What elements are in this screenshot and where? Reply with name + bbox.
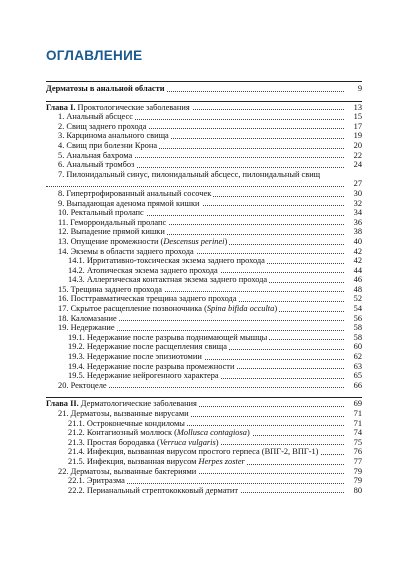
toc-entry-text: 12. Выпадение прямой кишки — [46, 227, 167, 236]
toc-entry-c1-14-2[interactable] — [46, 266, 362, 276]
toc-entry-page: 75 — [346, 438, 362, 448]
toc-entry-page: 79 — [346, 476, 362, 486]
toc-entry-text: 7. Пилонидальный синус, пилонидальный абсцесс, пилонидальный свищ — [58, 169, 321, 179]
toc-entry-text: 21. Дерматозы, вызванные вирусами — [46, 409, 191, 418]
toc-entry-page: 42 — [346, 256, 362, 266]
page-title: ОГЛАВЛЕНИЕ — [46, 48, 143, 63]
toc-entry-text: 15. Трещина заднего прохода — [46, 285, 164, 294]
toc-entry-text: 1. Анальный абсцесс — [46, 112, 135, 121]
toc-entry-text: 19.4. Недержание после разрыва промежности — [46, 362, 236, 371]
toc-entry-c1-4[interactable] — [46, 141, 362, 151]
toc-entry-text: 22.1. Эритразма — [46, 476, 127, 485]
toc-entry-c1-19-5[interactable] — [46, 371, 362, 381]
toc-entry-c1-12[interactable] — [46, 227, 362, 237]
toc-entry-text: 11. Геморроидальный пролапс — [46, 218, 168, 227]
toc-entry-text: 14.1. Ирритативно-токсическая экзема заднего прохода — [46, 256, 267, 265]
toc-entry-page: 77 — [346, 457, 362, 467]
toc-entry-c2-21-4[interactable] — [46, 447, 362, 457]
toc-entry-text: 6. Анальный тромбоз — [46, 160, 136, 169]
toc-entry-c1-14-3[interactable] — [46, 275, 362, 285]
toc-entry-page: 36 — [346, 218, 362, 228]
toc-entry-c1-2[interactable] — [46, 122, 362, 132]
leader-dots — [46, 185, 344, 187]
toc-entry-c1-3[interactable] — [46, 131, 362, 141]
toc-entry-c1-8[interactable] — [46, 189, 362, 199]
toc-entry-c1-14[interactable] — [46, 247, 362, 257]
toc-entry-c1-19-4[interactable] — [46, 362, 362, 372]
chapter-divider — [46, 101, 362, 102]
toc-entry-page: 40 — [346, 237, 362, 247]
toc-entry-page: 38 — [346, 227, 362, 237]
toc-entry-text: 20. Ректоцеле — [46, 381, 109, 390]
toc-entry-text: 21.1. Остроконечные кондиломы — [46, 419, 187, 428]
toc-entry-page: 71 — [346, 409, 362, 419]
toc-entry-c1-10[interactable] — [46, 208, 362, 218]
toc-entry-text: 21.2. Контагиозный моллюск (Mollusca contagiosa) — [46, 428, 252, 437]
toc-entry-page: 74 — [346, 428, 362, 438]
toc-entry-c1-20[interactable] — [46, 381, 362, 391]
toc-entry-page: 19 — [346, 131, 362, 141]
toc-entry-page: 13 — [346, 103, 362, 113]
toc-entry-c1-13[interactable] — [46, 237, 362, 247]
toc-entry-page: 27 — [346, 179, 362, 189]
toc-chapter-2[interactable] — [46, 399, 362, 409]
toc-entry-page: 52 — [346, 294, 362, 304]
toc-entry-page: 20 — [346, 141, 362, 151]
chapter-title: Дерматологические заболевания — [78, 399, 197, 409]
toc-entry-c2-21-3[interactable] — [46, 438, 362, 448]
toc-entry-c1-19-1[interactable] — [46, 333, 362, 343]
chapter-2-entries — [46, 409, 362, 495]
toc-entry-c1-16[interactable] — [46, 294, 362, 304]
chapter-title: Проктологические заболевания — [75, 102, 190, 112]
chapter-1-entries — [46, 112, 362, 390]
toc-entry-text: 21.5. Инфекция, вызванная вирусом Herpes zoster — [46, 457, 247, 466]
toc-entry-text: 8. Гипертрофированный анальный сосочек — [46, 189, 213, 198]
toc-entry-page: 54 — [346, 304, 362, 314]
toc-entry-page: 44 — [346, 266, 362, 276]
toc-entry-text: 14.2. Атопическая экзема заднего прохода — [46, 266, 220, 275]
toc-entry-text: 22.2. Перианальный стрептококковый дерматит — [46, 486, 240, 495]
toc-entry-page: 46 — [346, 275, 362, 285]
toc-entry-c1-5[interactable] — [46, 151, 362, 161]
toc-entry-text: 19.2. Недержание после расщепления свища — [46, 342, 229, 351]
toc-entry-c2-21-2[interactable] — [46, 428, 362, 438]
toc-entry-page: 58 — [346, 323, 362, 333]
toc-entry-text: 14. Экземы в области заднего прохода — [46, 247, 196, 256]
toc-entry-text: 18. Каломазание — [46, 314, 119, 323]
toc-entry-page: 42 — [346, 247, 362, 257]
chapter-divider — [46, 397, 362, 398]
toc-entry-c2-22-2[interactable] — [46, 486, 362, 496]
toc-entry-c2-21[interactable] — [46, 409, 362, 419]
toc-entry-text: 22. Дерматозы, вызванные бактериями — [46, 467, 198, 476]
toc-entry-text: 19.1. Недержание после разрыва поднимающей мышцы — [46, 333, 269, 342]
toc-entry-text: 21.4. Инфекция, вызванная вирусом простого герпеса (ВПГ-2, ВПГ-1) — [46, 447, 320, 456]
toc-entry-page: 56 — [346, 314, 362, 324]
toc-entry-page: 63 — [346, 362, 362, 372]
toc-entry-text: 19. Недержание — [46, 323, 117, 332]
toc-entry-text: 5. Анальная бахрома — [46, 151, 134, 160]
toc-entry-dermatoses[interactable] — [46, 84, 362, 94]
toc-entry-page: 76 — [346, 447, 362, 457]
toc-entry-text: 2. Свищ заднего прохода — [46, 122, 148, 131]
toc-entry-text: 3. Карцинома анального свища — [46, 131, 171, 140]
toc-entry-c1-14-1[interactable] — [46, 256, 362, 266]
toc-entry-c2-22[interactable] — [46, 467, 362, 477]
toc-entry-page: 71 — [346, 419, 362, 429]
toc-entry-text: 17. Скрытое расщепление позвоночника (Spina bifida occulta) — [46, 304, 279, 313]
toc-entry-c2-21-1[interactable] — [46, 419, 362, 429]
table-of-contents — [46, 82, 362, 495]
toc-entry-text: 19.5. Недержание нейрогенного характера — [46, 371, 221, 380]
chapter-prefix: Глава II. — [46, 399, 79, 409]
toc-entry-page: 24 — [346, 160, 362, 170]
toc-entry-page: 22 — [346, 151, 362, 161]
toc-entry-page: 48 — [346, 285, 362, 295]
toc-entry-c1-9[interactable] — [46, 199, 362, 209]
toc-entry-text: 9. Выпадающая аденома прямой кишки — [46, 199, 202, 208]
toc-entry-text: 10. Ректальный пролапс — [46, 208, 146, 217]
toc-entry-text: Дерматозы в анальной области — [46, 84, 165, 93]
toc-entry-text: 13. Опущение промежности (Descensus perinei) — [46, 237, 229, 246]
toc-entry-c1-19-3[interactable] — [46, 352, 362, 362]
toc-entry-page: 79 — [346, 467, 362, 477]
toc-entry-page: 32 — [346, 199, 362, 209]
toc-entry-text: 4. Свищ при болезни Крона — [46, 141, 159, 150]
toc-entry-c1-18[interactable] — [46, 314, 362, 324]
toc-entry-page: 9 — [346, 84, 362, 94]
toc-entry-c1-17[interactable] — [46, 304, 362, 314]
toc-entry-page: 17 — [346, 122, 362, 132]
toc-chapter-1[interactable] — [46, 103, 362, 113]
toc-entry-page: 66 — [346, 381, 362, 391]
toc-entry-page: 80 — [346, 486, 362, 496]
toc-entry-c2-22-1[interactable] — [46, 476, 362, 486]
toc-entry-c1-19[interactable] — [46, 323, 362, 333]
toc-entry-c1-19-2[interactable] — [46, 342, 362, 352]
toc-entry-page: 15 — [346, 112, 362, 122]
toc-entry-page: 65 — [346, 371, 362, 381]
toc-entry-text: 21.3. Простая бородавка (Verruca vulgaris) — [46, 438, 221, 447]
toc-entry-page: 30 — [346, 189, 362, 199]
toc-entry-c1-6[interactable] — [46, 160, 362, 170]
toc-entry-page: 69 — [346, 399, 362, 409]
toc-entry-page: 58 — [346, 333, 362, 343]
toc-entry-text: 16. Посттравматическая трещина заднего прохода — [46, 294, 239, 303]
toc-entry-c1-7[interactable] — [46, 170, 362, 189]
toc-entry-c1-15[interactable] — [46, 285, 362, 295]
toc-entry-text: 19.3. Недержание после эпизиотомии — [46, 352, 204, 361]
toc-entry-page: 62 — [346, 352, 362, 362]
toc-entry-c2-21-5[interactable] — [46, 457, 362, 467]
toc-entry-c1-1[interactable] — [46, 112, 362, 122]
toc-entry-text: 14.3. Аллергическая контактная экзема заднего прохода — [46, 275, 269, 284]
chapter-prefix: Глава I. — [46, 102, 76, 112]
toc-entry-page: 60 — [346, 342, 362, 352]
toc-entry-page: 34 — [346, 208, 362, 218]
toc-entry-c1-11[interactable] — [46, 218, 362, 228]
